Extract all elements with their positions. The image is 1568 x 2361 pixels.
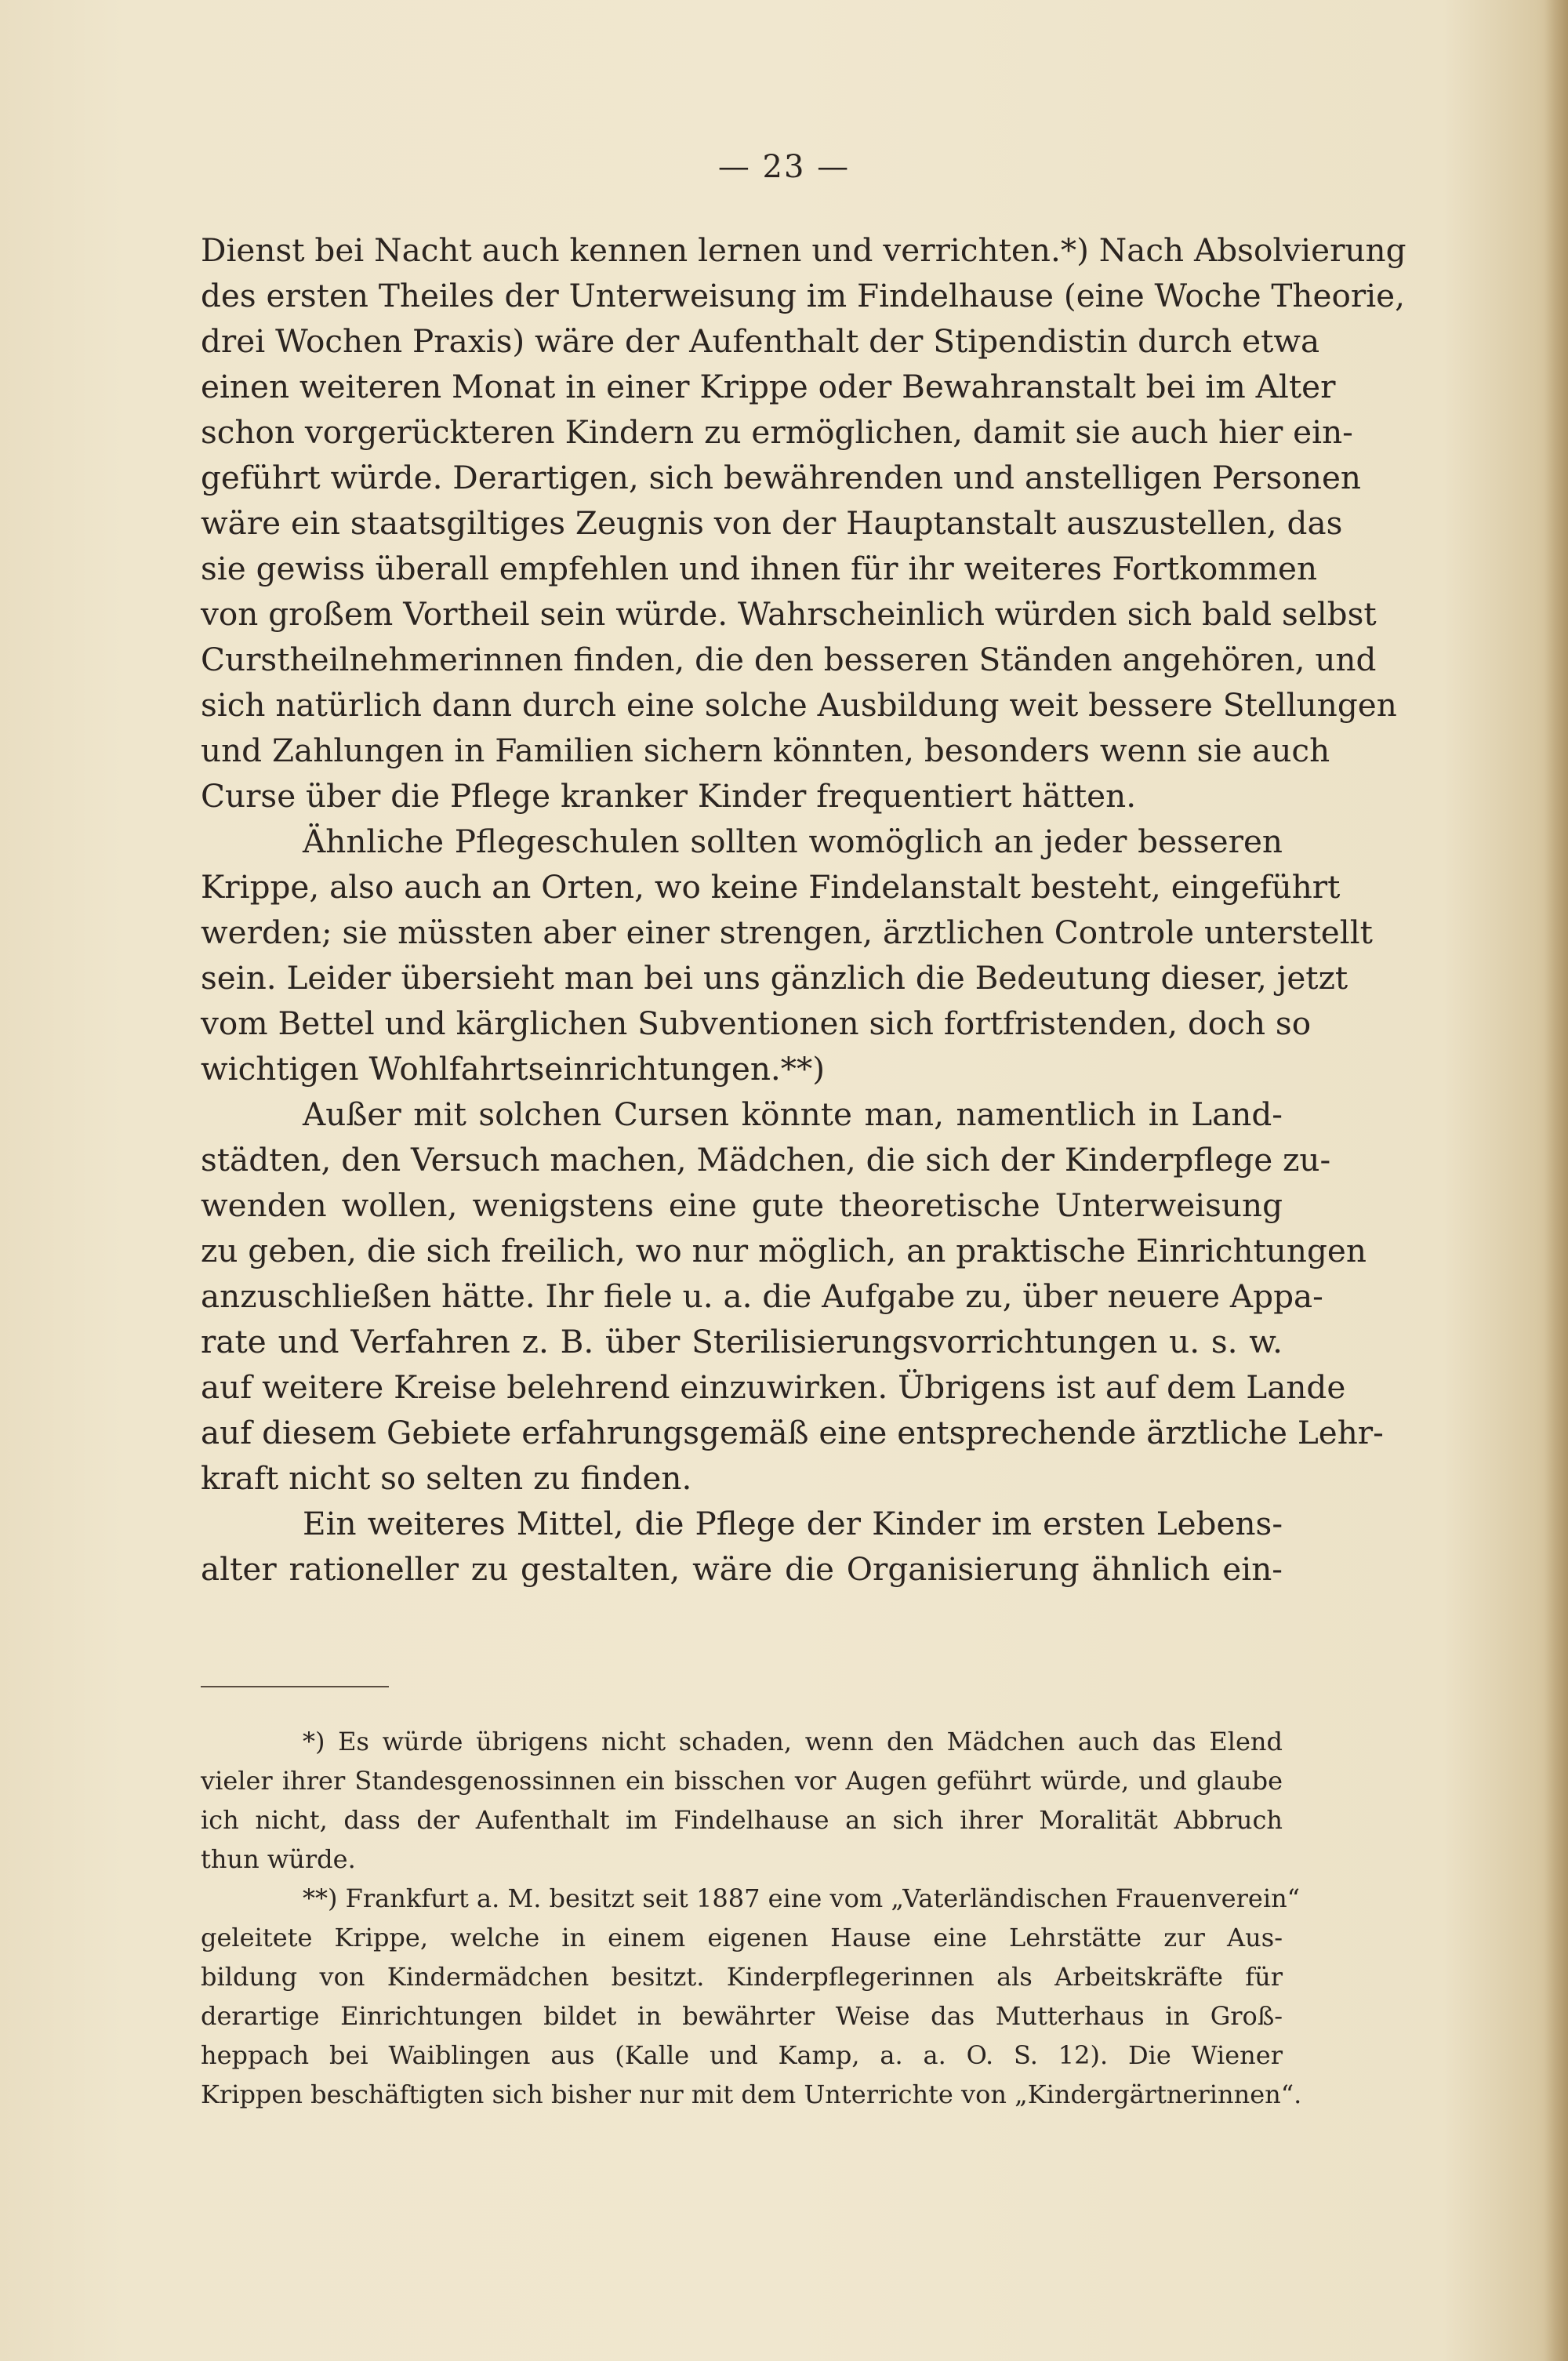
text-line: anzuschließen hätte. Ihr fiele u. a. die Aufgabe zu, über neuere Appa- bbox=[201, 1277, 1323, 1315]
text-line: schon vorgerückteren Kindern zu ermöglichen, damit sie auch hier ein- bbox=[201, 413, 1353, 451]
text-line: Curstheilnehmerinnen finden, die den besseren Ständen angehören, und bbox=[201, 641, 1377, 678]
footnote-line: geleitete Krippe, welche in einem eigenen Hause eine Lehrstätte zur Aus- bbox=[201, 1923, 1283, 1952]
text-line: Ähnliche Pflegeschulen sollten womöglich an jeder besseren bbox=[303, 823, 1283, 860]
footnote-line: vieler ihrer Standesgenossinnen ein bisschen vor Augen geführt würde, und glaube bbox=[201, 1766, 1283, 1796]
footnote-line: thun würde. bbox=[201, 1844, 356, 1874]
text-line: alter rationeller zu gestalten, wäre die Organisierung ähnlich ein- bbox=[201, 1550, 1283, 1588]
text-line: des ersten Theiles der Unterweisung im Findelhause (eine Woche Theorie, bbox=[201, 277, 1406, 314]
footnotes bbox=[201, 1722, 1302, 2114]
text-line: städten, den Versuch machen, Mädchen, die sich der Kinderpflege zu- bbox=[201, 1141, 1331, 1179]
text-line: kraft nicht so selten zu finden. bbox=[201, 1459, 692, 1497]
footnote-line: ich nicht, dass der Aufenthalt im Findelhause an sich ihrer Moralität Abbruch bbox=[201, 1805, 1283, 1835]
footnote-separator bbox=[201, 1686, 389, 1687]
text-line: geführt würde. Derartigen, sich bewährenden und anstelligen Personen bbox=[201, 459, 1361, 496]
text-line: sich natürlich dann durch eine solche Ausbildung weit bessere Stellungen bbox=[201, 686, 1397, 724]
text-line: zu geben, die sich freilich, wo nur möglich, an praktische Einrichtungen bbox=[201, 1232, 1367, 1269]
main-text bbox=[201, 227, 1406, 1592]
text-line: wenden wollen, wenigstens eine gute theoretische Unterweisung bbox=[201, 1186, 1283, 1224]
footnote-line: **) Frankfurt a. M. besitzt seit 1887 eine vom „Vaterländischen Frauenverein“ bbox=[303, 1883, 1301, 1913]
text-line: Dienst bei Nacht auch kennen lernen und verrichten.*) Nach Absolvierung bbox=[201, 231, 1406, 269]
text-line: einen weiteren Monat in einer Krippe oder Bewahranstalt bei im Alter bbox=[201, 368, 1336, 405]
footnote-line: derartige Einrichtungen bildet in bewährter Weise das Mutterhaus in Groß- bbox=[201, 2001, 1283, 2031]
text-line: vom Bettel und kärglichen Subventionen sich fortfristenden, doch so bbox=[201, 1004, 1312, 1042]
text-line: wichtigen Wohlfahrtseinrichtungen.**) bbox=[201, 1050, 826, 1088]
text-line: sie gewiss überall empfehlen und ihnen für ihr weiteres Fortkommen bbox=[201, 550, 1318, 587]
text-line: werden; sie müssten aber einer strengen, ärztlichen Controle unterstellt bbox=[201, 914, 1373, 951]
text-line: rate und Verfahren z. B. über Sterilisierungsvorrichtungen u. s. w. bbox=[201, 1323, 1283, 1360]
text-line: auf diesem Gebiete erfahrungsgemäß eine entsprechende ärztliche Lehr- bbox=[201, 1414, 1384, 1451]
text-line: und Zahlungen in Familien sichern könnten, besonders wenn sie auch bbox=[201, 732, 1330, 769]
footnote-line: heppach bei Waiblingen aus (Kalle und Kamp, a. a. O. S. 12). Die Wiener bbox=[201, 2040, 1283, 2070]
footnote-line: *) Es würde übrigens nicht schaden, wenn den Mädchen auch das Elend bbox=[303, 1727, 1283, 1756]
text-line: von großem Vortheil sein würde. Wahrscheinlich würden sich bald selbst bbox=[201, 595, 1377, 633]
page-number: — 23 — bbox=[717, 149, 851, 185]
text-line: sein. Leider übersieht man bei uns gänzlich die Bedeutung dieser, jetzt bbox=[201, 959, 1348, 997]
text-line: wäre ein staatsgiltiges Zeugnis von der Hauptanstalt auszustellen, das bbox=[201, 504, 1343, 542]
text-line: Ein weiteres Mittel, die Pflege der Kinder im ersten Lebens- bbox=[303, 1505, 1283, 1542]
footnote-line: bildung von Kindermädchen besitzt. Kinderpflegerinnen als Arbeitskräfte für bbox=[201, 1962, 1283, 1992]
text-line: drei Wochen Praxis) wäre der Aufenthalt der Stipendistin durch etwa bbox=[201, 322, 1320, 360]
page-edge-shadow bbox=[1544, 0, 1568, 2361]
text-line: Krippe, also auch an Orten, wo keine Findelanstalt besteht, eingeführt bbox=[201, 868, 1341, 906]
text-line: Curse über die Pflege kranker Kinder frequentiert hätten. bbox=[201, 777, 1137, 815]
footnote-line: Krippen beschäftigten sich bisher nur mit dem Unterrichte von „Kindergärtnerinnen“. bbox=[201, 2079, 1302, 2109]
text-line: Außer mit solchen Cursen könnte man, namentlich in Land- bbox=[303, 1095, 1283, 1133]
text-line: auf weitere Kreise belehrend einzuwirken. Übrigens ist auf dem Lande bbox=[201, 1368, 1346, 1406]
